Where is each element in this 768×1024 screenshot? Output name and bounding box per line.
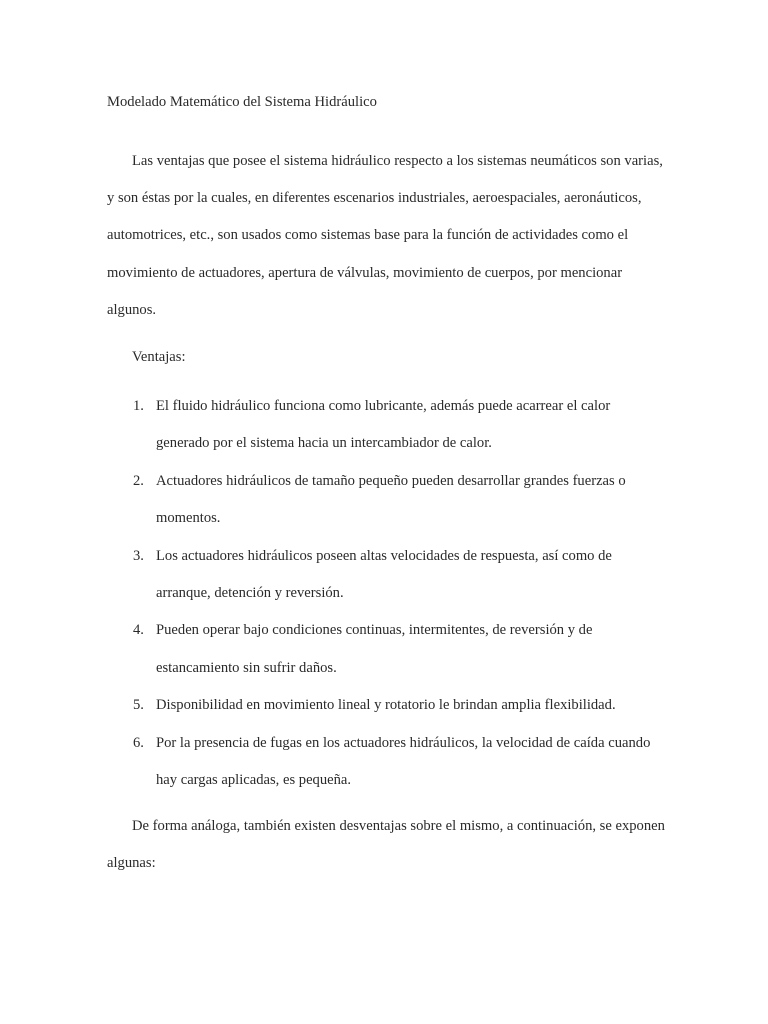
list-item-number: 6. <box>133 734 144 751</box>
list-item-text: Los actuadores hidráulicos poseen altas velocidades de respuesta, así como de arranque, detención y reversión. <box>156 547 612 602</box>
list-item-number: 1. <box>133 398 144 414</box>
list-item-number: 3. <box>133 547 144 564</box>
list-item-number: 5. <box>133 697 144 714</box>
list-item-number: 4. <box>133 622 144 639</box>
list-item <box>107 463 667 538</box>
list-item <box>107 612 667 687</box>
document-title: Modelado Matemático del Sistema Hidráulico <box>107 94 377 110</box>
list-item-text: Disponibilidad en movimiento lineal y rotatorio le brindan amplia flexibilidad. <box>156 697 616 714</box>
list-item <box>107 687 667 724</box>
list-item <box>107 538 667 613</box>
list-item-text: Por la presencia de fugas en los actuadores hidráulicos, la velocidad de caída cuando hay cargas aplicadas, es pequeña. <box>156 734 651 789</box>
list-item-text: Actuadores hidráulicos de tamaño pequeño pueden desarrollar grandes fuerzas o momentos. <box>156 472 626 527</box>
list-item <box>107 388 667 463</box>
closing-paragraph: De forma análoga, también existen desventajas sobre el mismo, a continuación, se exponen algunas: <box>107 818 665 872</box>
list-item <box>107 725 667 800</box>
ventajas-list <box>107 388 667 799</box>
intro-paragraph: Las ventajas que posee el sistema hidráulico respecto a los sistemas neumáticos son varias, y son éstas por la cuales, en diferentes escenarios industriales, aeroespaciales, aeronáuticos, automotrices, etc., son usados como sistemas base para la función de actividades como el movimiento de actuadores, apertura de válvulas, movimiento de cuerpos, por mencionar algunos. <box>107 153 663 318</box>
ventajas-heading: Ventajas: <box>132 349 186 365</box>
list-item-number: 2. <box>133 472 144 489</box>
list-item-text: El fluido hidráulico funciona como lubricante, además puede acarrear el calor generado por el sistema hacia un intercambiador de calor. <box>156 398 611 452</box>
list-item-text: Pueden operar bajo condiciones continuas, intermitentes, de reversión y de estancamiento sin sufrir daños. <box>156 622 593 676</box>
